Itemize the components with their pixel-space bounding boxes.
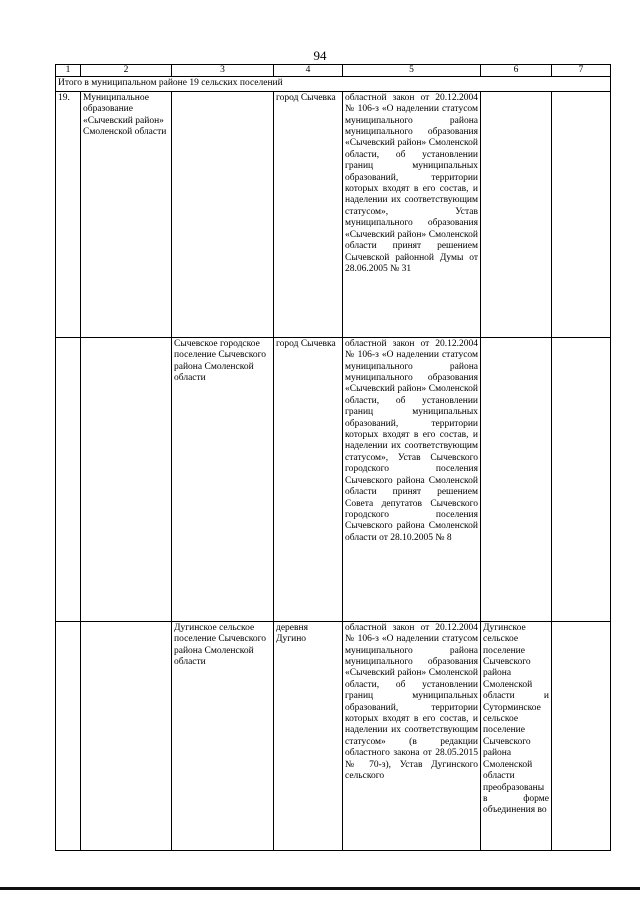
municipal-entity-cell bbox=[81, 337, 172, 621]
page-bottom-border bbox=[0, 887, 640, 890]
changes-cell: Дугинское сельское поселение Сычевского района Смоленской области и Суторминское сельское поселение Сычевского района Смоленской области преобразованы в форме объединения во bbox=[481, 621, 552, 850]
table-row bbox=[56, 621, 611, 850]
table-row bbox=[56, 91, 611, 337]
legal-basis-cell: областной закон от 20.12.2004 № 106-з «О наделении статусом муниципального района муниципального образования «Сычевский район» Смоленской области, об установлении границ муниципальных образований, территории которых входят в его состав, и наделении их соответствующим статусом» (в редакции областного закона от 28.05.2015 № 70-з), Устав Дугинского сельского bbox=[343, 621, 481, 850]
table-row bbox=[56, 337, 611, 621]
column-header: 7 bbox=[552, 65, 611, 77]
admin-center-cell: город Сычевка bbox=[274, 91, 343, 337]
column-header: 2 bbox=[81, 65, 172, 77]
notes-cell bbox=[552, 621, 611, 850]
column-header-row bbox=[56, 65, 611, 77]
column-header: 5 bbox=[343, 65, 481, 77]
changes-cell bbox=[481, 91, 552, 337]
row-number bbox=[56, 621, 81, 850]
settlement-cell: Сычевское городское поселение Сычевского района Смоленской области bbox=[172, 337, 274, 621]
admin-center-cell: город Сычевка bbox=[274, 337, 343, 621]
notes-cell bbox=[552, 91, 611, 337]
municipal-entity-cell bbox=[81, 621, 172, 850]
legal-basis-cell: областной закон от 20.12.2004 № 106-з «О наделении статусом муниципального района муниципального образования «Сычевский район» Смоленской области, об установлении границ муниципальных образований, территории которых входят в его состав, и наделении их соответствующим статусом», Устав муниципального образования «Сычевский район» Смоленской области принят решением Сычевской районной Думы от 28.06.2005 № 31 bbox=[343, 91, 481, 337]
summary-row bbox=[56, 77, 611, 91]
summary-row-text: Итого в муниципальном районе 19 сельских поселений bbox=[56, 77, 611, 91]
column-header: 6 bbox=[481, 65, 552, 77]
municipal-entity-cell: Муниципальное образование «Сычевский район» Смоленской области bbox=[81, 91, 172, 337]
changes-cell bbox=[481, 337, 552, 621]
settlement-cell bbox=[172, 91, 274, 337]
column-header: 1 bbox=[56, 65, 81, 77]
legal-basis-cell: областной закон от 20.12.2004 № 106-з «О наделении статусом муниципального района муниципального образования «Сычевский район» Смоленской области, об установлении границ муниципальных образований, территории которых входят в его состав, и наделении их соответствующим статусом», Устав Сычевского городского поселения Сычевского района Смоленской области принят решением Совета депутатов Сычевского городского поселения Сычевского района Смоленской области от 28.10.2005 № 8 bbox=[343, 337, 481, 621]
column-header: 3 bbox=[172, 65, 274, 77]
page-number: 94 bbox=[313, 48, 327, 63]
column-header: 4 bbox=[274, 65, 343, 77]
notes-cell bbox=[552, 337, 611, 621]
municipal-registry-table bbox=[55, 64, 611, 851]
admin-center-cell: деревня Дугино bbox=[274, 621, 343, 850]
row-number bbox=[56, 337, 81, 621]
row-number: 19. bbox=[56, 91, 81, 337]
settlement-cell: Дугинское сельское поселение Сычевского района Смоленской области bbox=[172, 621, 274, 850]
